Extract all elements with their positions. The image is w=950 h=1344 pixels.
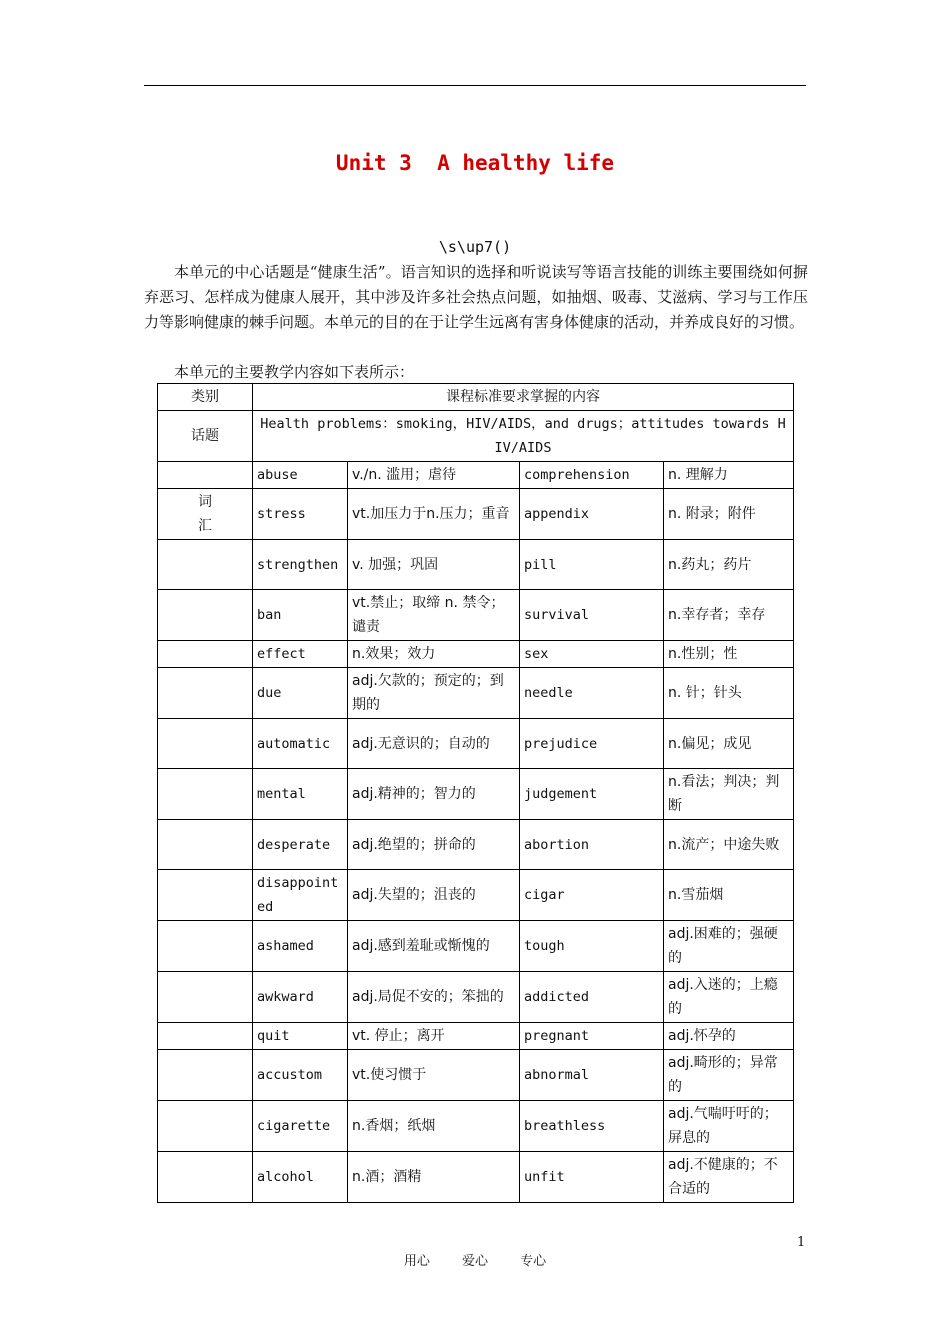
definition-cell: adj.绝望的；拼命的: [348, 820, 520, 870]
definition-cell: v./n. 滥用；虐待: [348, 462, 520, 489]
definition-cell: adj.无意识的；自动的: [348, 719, 520, 769]
page-title: Unit 3 A healthy life: [335, 151, 615, 175]
page-number: 1: [797, 1235, 806, 1250]
word-cell: judgement: [520, 769, 664, 820]
topic-label: 话题: [158, 411, 253, 462]
category-cell-empty: [158, 641, 253, 668]
category-cell-empty: [158, 590, 253, 641]
table-row: [158, 641, 794, 668]
category-cell-empty: [158, 719, 253, 769]
word-cell: needle: [520, 668, 664, 719]
vocab-category-label: 词 汇: [158, 489, 253, 540]
definition-cell: adj.困难的；强硬的: [664, 921, 794, 972]
table-row: [158, 972, 794, 1023]
definition-cell: adj.气喘吁吁的；屏息的: [664, 1101, 794, 1152]
word-cell: quit: [253, 1023, 348, 1050]
word-cell: pregnant: [520, 1023, 664, 1050]
category-cell-empty: [158, 1152, 253, 1203]
definition-cell: n.偏见；成见: [664, 719, 794, 769]
word-cell: accustom: [253, 1050, 348, 1101]
definition-cell: n.酒；酒精: [348, 1152, 520, 1203]
topic-text: Health problems：smoking，HIV/AIDS，and drugs；attitudes towards HIV/AIDS: [253, 411, 794, 462]
word-cell: cigar: [520, 870, 664, 921]
definition-cell: n. 理解力: [664, 462, 794, 489]
definition-cell: n.药丸；药片: [664, 540, 794, 590]
word-cell: abnormal: [520, 1050, 664, 1101]
word-cell: abortion: [520, 820, 664, 870]
word-cell: comprehension: [520, 462, 664, 489]
word-cell: ban: [253, 590, 348, 641]
table-row: [158, 668, 794, 719]
definition-cell: n.幸存者；幸存: [664, 590, 794, 641]
definition-cell: adj.失望的；沮丧的: [348, 870, 520, 921]
table-row: [158, 590, 794, 641]
definition-cell: adj.入迷的；上瘾的: [664, 972, 794, 1023]
table-row: [158, 1152, 794, 1203]
table-row: [158, 540, 794, 590]
table-row: [158, 769, 794, 820]
word-cell: prejudice: [520, 719, 664, 769]
definition-cell: n.性别；性: [664, 641, 794, 668]
definition-cell: adj.精神的；智力的: [348, 769, 520, 820]
category-cell-empty: [158, 921, 253, 972]
definition-cell: adj.畸形的；异常的: [664, 1050, 794, 1101]
table-row: [158, 921, 794, 972]
word-cell: disappointed: [253, 870, 348, 921]
word-cell: sex: [520, 641, 664, 668]
definition-cell: vt.使习惯于: [348, 1050, 520, 1101]
header-rule: [144, 85, 806, 86]
word-cell: pill: [520, 540, 664, 590]
definition-cell: adj.感到羞耻或惭愧的: [348, 921, 520, 972]
word-cell: cigarette: [253, 1101, 348, 1152]
table-row: [158, 489, 794, 540]
word-cell: addicted: [520, 972, 664, 1023]
category-cell-empty: [158, 462, 253, 489]
word-cell: effect: [253, 641, 348, 668]
table-header-row: [158, 384, 794, 411]
definition-cell: v. 加强；巩固: [348, 540, 520, 590]
word-cell: stress: [253, 489, 348, 540]
field-code-text: \s\up7(): [438, 238, 512, 256]
word-cell: automatic: [253, 719, 348, 769]
category-cell-empty: [158, 668, 253, 719]
definition-cell: vt. 停止；离开: [348, 1023, 520, 1050]
definition-cell: n.效果；效力: [348, 641, 520, 668]
topic-row: [158, 411, 794, 462]
definition-cell: n. 针；针头: [664, 668, 794, 719]
word-cell: unfit: [520, 1152, 664, 1203]
category-cell-empty: [158, 1023, 253, 1050]
category-cell-empty: [158, 1101, 253, 1152]
table-row: [158, 870, 794, 921]
definition-cell: n.雪茄烟: [664, 870, 794, 921]
definition-cell: n.香烟；纸烟: [348, 1101, 520, 1152]
footer-text: 用心 爱心 专心: [403, 1254, 547, 1269]
word-cell: mental: [253, 769, 348, 820]
category-cell-empty: [158, 870, 253, 921]
word-cell: due: [253, 668, 348, 719]
category-cell-empty: [158, 769, 253, 820]
word-cell: breathless: [520, 1101, 664, 1152]
header-category: 类别: [158, 384, 253, 411]
category-cell-empty: [158, 540, 253, 590]
definition-cell: n.流产；中途失败: [664, 820, 794, 870]
definition-cell: adj.欠款的；预定的；到期的: [348, 668, 520, 719]
category-cell-empty: [158, 972, 253, 1023]
category-cell-empty: [158, 1050, 253, 1101]
word-cell: tough: [520, 921, 664, 972]
header-content: 课程标准要求掌握的内容: [253, 384, 794, 411]
table-row: [158, 1101, 794, 1152]
definition-cell: n.看法；判决；判断: [664, 769, 794, 820]
word-cell: ashamed: [253, 921, 348, 972]
table-row: [158, 1023, 794, 1050]
word-cell: awkward: [253, 972, 348, 1023]
category-cell-empty: [158, 820, 253, 870]
word-cell: alcohol: [253, 1152, 348, 1203]
word-cell: desperate: [253, 820, 348, 870]
word-cell: appendix: [520, 489, 664, 540]
definition-cell: adj.怀孕的: [664, 1023, 794, 1050]
table-intro-paragraph: 本单元的主要教学内容如下表所示：: [174, 363, 415, 381]
definition-cell: adj.局促不安的；笨拙的: [348, 972, 520, 1023]
definition-cell: vt.加压力于n.压力；重音: [348, 489, 520, 540]
definition-cell: adj.不健康的；不合适的: [664, 1152, 794, 1203]
word-cell: abuse: [253, 462, 348, 489]
intro-paragraph: 本单元的中心话题是“健康生活”。语言知识的选择和听说读写等语言技能的训练主要围绕如何摒弃恶习、怎样成为健康人展开，其中涉及许多社会热点问题，如抽烟、吸毒、艾滋病、学习与工作压力等影响健康的棘手问题。本单元的目的在于让学生远离有害身体健康的活动，并养成良好的习惯。: [144, 263, 808, 331]
table-row: [158, 820, 794, 870]
definition-cell: vt.禁止；取缔 n. 禁令；谴责: [348, 590, 520, 641]
word-cell: survival: [520, 590, 664, 641]
definition-cell: n. 附录；附件: [664, 489, 794, 540]
table-row: [158, 719, 794, 769]
table-row: [158, 1050, 794, 1101]
vocabulary-table: [157, 383, 794, 1203]
table-row: [158, 462, 794, 489]
word-cell: strengthen: [253, 540, 348, 590]
